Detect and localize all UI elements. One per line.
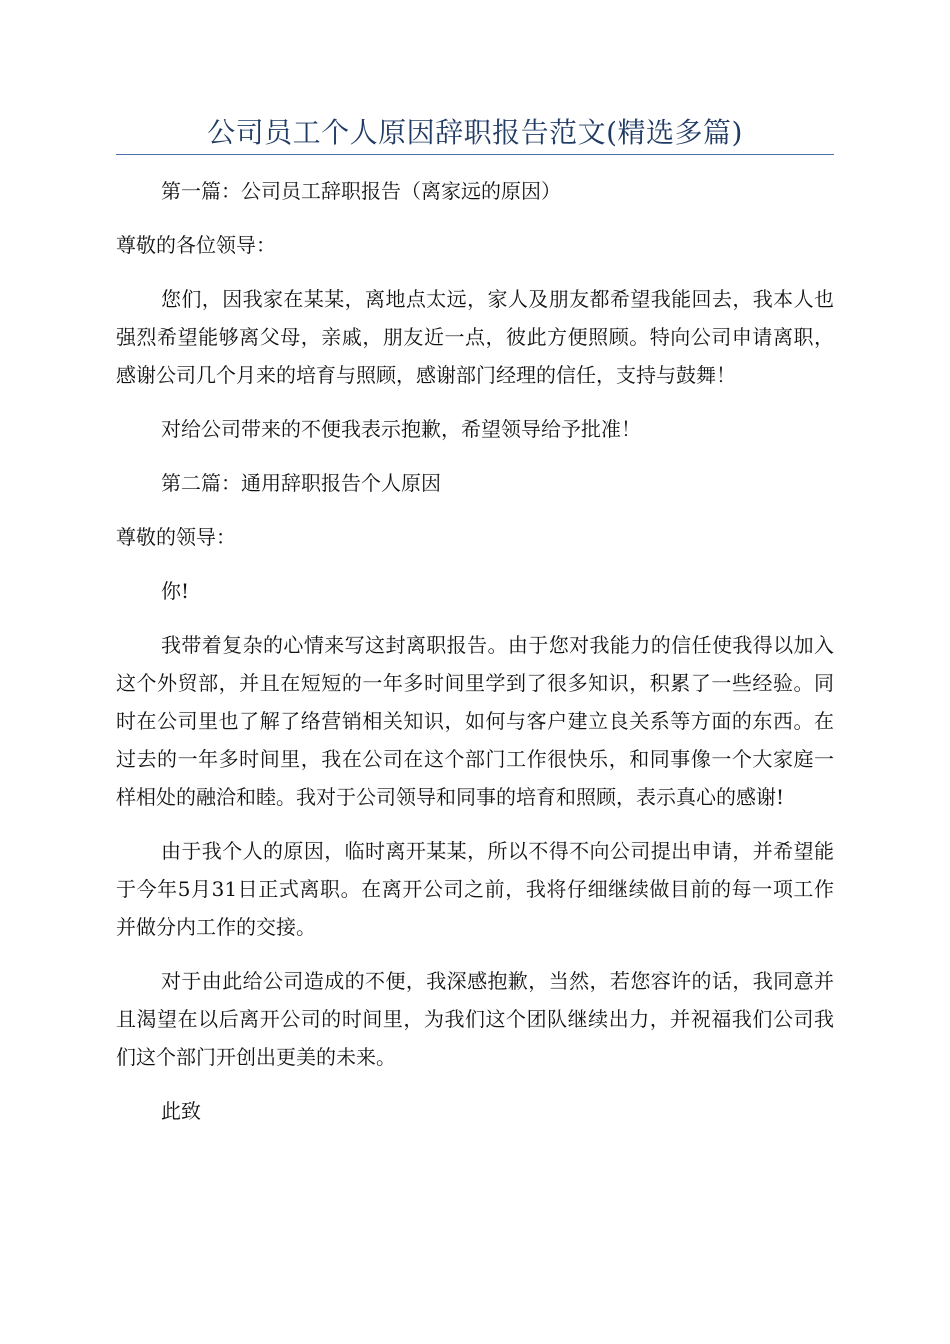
document-title: 公司员工个人原因辞职报告范文(精选多篇)	[207, 116, 743, 149]
section-heading-2: 第二篇：通用辞职报告个人原因	[161, 471, 441, 495]
greeting: 你!	[161, 579, 190, 603]
title-underline	[116, 154, 834, 155]
body-paragraph: 由于我个人的原因，临时离开某某，所以不得不向公司提出申请，并希望能于今年5月31日正式离职。在离开公司之前，我将仔细继续做目前的每一项工作并做分内工作的交接。	[116, 839, 834, 939]
body-paragraph: 对于由此给公司造成的不便，我深感抱歉，当然，若您容许的话，我同意并且渴望在以后离开公司的时间里，为我们这个团队继续出力，并祝福我们公司我们这个部门开创出更美的未来。	[116, 969, 834, 1069]
document-body	[116, 172, 834, 1146]
closing: 此致	[161, 1099, 201, 1123]
section-heading-1: 第一篇：公司员工辞职报告（离家远的原因）	[161, 179, 561, 203]
body-paragraph: 您们，因我家在某某，离地点太远，家人及朋友都希望我能回去，我本人也强烈希望能够离父母，亲戚，朋友近一点，彼此方便照顾。特向公司申请离职，感谢公司几个月来的培育与照顾，感谢部门经理的信任，支持与鼓舞！	[116, 287, 834, 387]
body-paragraph: 对给公司带来的不便我表示抱歉，希望领导给予批准！	[161, 417, 641, 441]
salutation-1: 尊敬的各位领导：	[116, 233, 276, 257]
salutation-2: 尊敬的领导：	[116, 525, 236, 549]
body-paragraph: 我带着复杂的心情来写这封离职报告。由于您对我能力的信任使我得以加入这个外贸部，并且在短短的一年多时间里学到了很多知识，积累了一些经验。同时在公司里也了解了络营销相关知识，如何与客户建立良关系等方面的东西。在过去的一年多时间里，我在公司在这个部门工作很快乐，和同事像一个大家庭一样相处的融洽和睦。我对于公司领导和同事的培育和照顾，表示真心的感谢!	[116, 633, 834, 809]
